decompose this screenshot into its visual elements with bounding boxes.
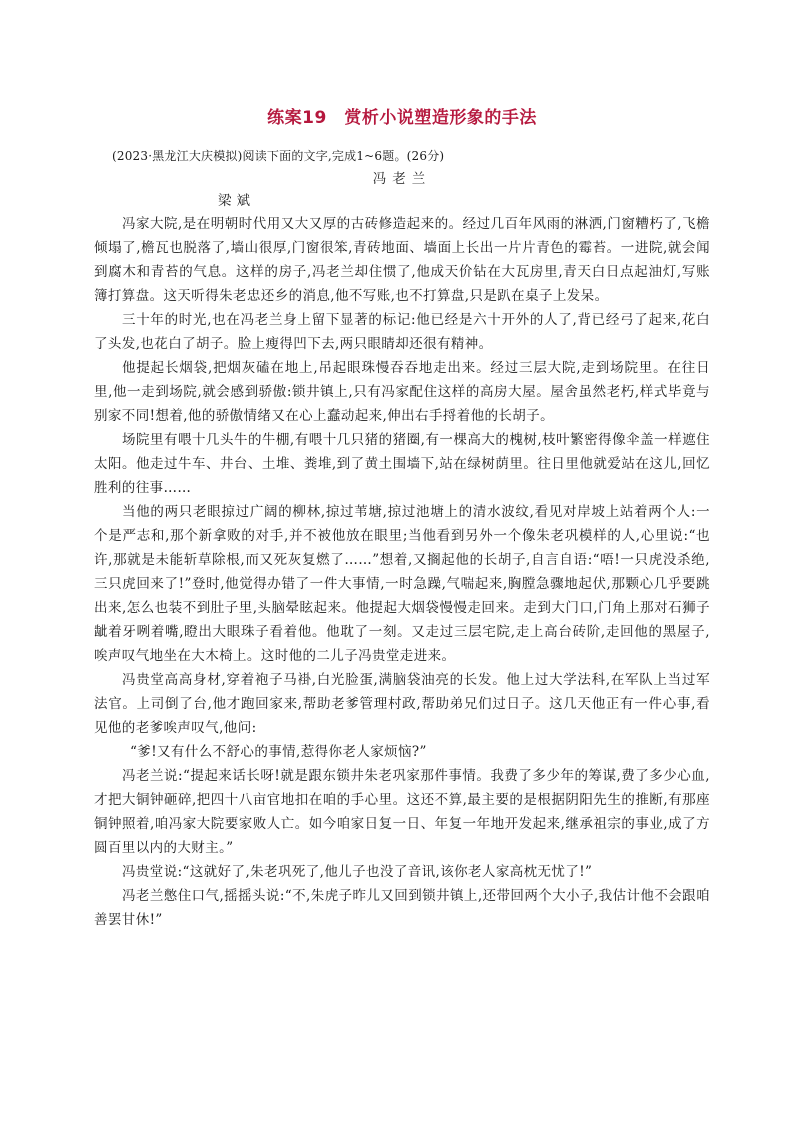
- story-author: 梁斌: [218, 193, 255, 209]
- paragraph: 冯家大院,是在明朝时代用又大又厚的古砖修造起来的。经过几百年风雨的淋洒,门窗糟朽了,飞檐倾塌了,檐瓦也脱落了,墙山很厚,门窗很笨,青砖地面、墙面上长出一片片青色的霉苔。一进院,就会闻到腐木和青苔的气息。这样的房子,冯老兰却住惯了,他成天价钻在大瓦房里,青天白日点起油灯,写账簿打算盘。这天听得朱老忠还乡的消息,他不写账,也不打算盘,只是趴在桌子上发呆。: [94, 216, 710, 304]
- document-page: [94, 106, 710, 932]
- story-title: 冯老兰: [372, 171, 432, 187]
- question-source: (2023·黑龙江大庆模拟)阅读下面的文字,完成1~6题。(26分): [112, 149, 445, 163]
- dialogue-paragraph: 冯贵堂说:“这就好了,朱老巩死了,他儿子也没了音讯,该你老人家高枕无忧了!”: [122, 864, 593, 880]
- paragraph: 他提起长烟袋,把烟灰磕在地上,吊起眼珠慢吞吞地走出来。经过三层大院,走到场院里。在往日里,他一走到场院,就会感到骄傲:锁井镇上,只有冯家配住这样的高房大屋。屋舍虽然老朽,样式毕竟与别家不同!想着,他的骄傲情绪又在心上蠢动起来,伸出右手捋着他的长胡子。: [94, 360, 710, 424]
- paragraph: 场院里有喂十几头牛的牛棚,有喂十几只猪的猪圈,有一棵高大的槐树,枝叶繁密得像伞盖一样遮住太阳。他走过牛车、井台、土堆、粪堆,到了黄土围墙下,站在绿树荫里。往日里他就爱站在这儿,回忆胜利的往事……: [94, 432, 710, 496]
- dialogue-paragraph: 冯老兰憋住口气,摇摇头说:“不,朱虎子昨儿又回到锁井镇上,还带回两个大小子,我估计他不会跟咱善罢甘休!”: [94, 888, 710, 928]
- paragraph: 当他的两只老眼掠过广阔的柳林,掠过苇塘,掠过池塘上的清水波纹,看见对岸坡上站着两个人:一个是严志和,那个新拿败的对手,并不被他放在眼里;当他看到另外一个像朱老巩模样的人,心里说:“也许,那就是未能斩草除根,而又死灰复燃了……”想着,又搁起他的长胡子,自言自语:“唔!一只虎没杀绝,三只虎回来了!”登时,他觉得办错了一件大事情,一时急躁,气喘起来,胸膛急骤地起伏,那颗心几乎要跳出来,怎么也装不到肚子里,头脑晕眩起来。他提起大烟袋慢慢走回来。走到大门口,门角上那对石狮子龇着牙咧着嘴,瞪出大眼珠子看着他。他耽了一刻。又走过三层宅院,走上高台砖阶,走回他的黑屋子,唉声叹气地坐在大木椅上。这时他的二儿子冯贵堂走进来。: [94, 504, 710, 664]
- dialogue-paragraph: 冯老兰说:“提起来话长呀!就是跟东锁井朱老巩家那件事情。我费了多少年的筹谋,费了多少心血,才把大铜钟砸碎,把四十八亩官地扣在咱的手心里。这还不算,最主要的是根据阴阳先生的推断,有那座铜钟照着,咱冯家大院要家败人亡。如今咱家日复一日、年复一年地开发起来,继承祖宗的事业,成了方圆百里以内的大财主。”: [94, 768, 710, 856]
- paragraph: 冯贵堂高高身材,穿着袍子马褂,白光脸蛋,满脑袋油亮的长发。他上过大学法科,在军队上当过军法官。上司倒了台,他才跑回家来,帮助老爹管理村政,帮助弟兄们过日子。这几天他正有一件心事,看见他的老爹唉声叹气,他问:: [94, 672, 710, 736]
- paragraph: 三十年的时光,也在冯老兰身上留下显著的标记:他已经是六十开外的人了,背已经弓了起来,花白了头发,也花白了胡子。脸上瘦得凹下去,两只眼睛却还很有精神。: [94, 312, 710, 352]
- page-title: 练案19 赏析小说塑造形象的手法: [267, 108, 537, 128]
- dialogue-paragraph: “爹!又有什么不舒心的事情,惹得你老人家烦恼?”: [130, 744, 427, 760]
